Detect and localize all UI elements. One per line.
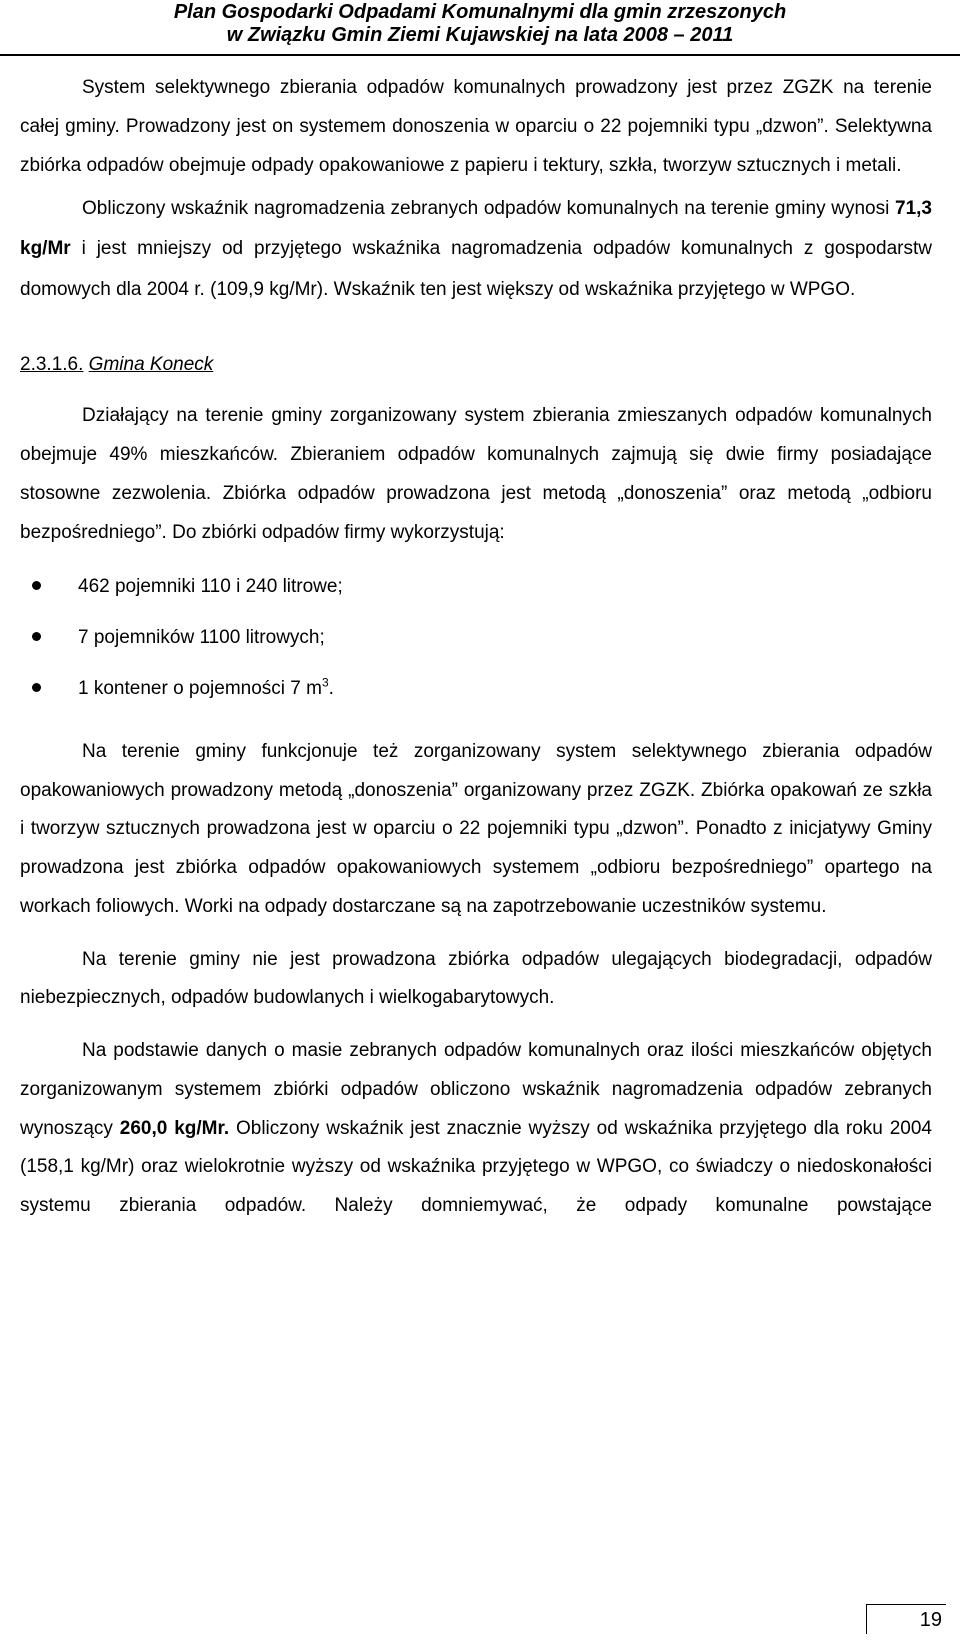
text-fragment: Obliczony wskaźnik nagromadzenia zebranych odpadów komunalnych na terenie gminy wynosi [82, 198, 896, 219]
bullet-icon [32, 632, 41, 641]
bullet-icon [32, 683, 41, 692]
paragraph-not-collected: Na terenie gminy nie jest prowadzona zbiórka odpadów ulegających biodegradacji, odpadów niebezpiecznych, odpadów budowlanych i wielkogabarytowych. [20, 948, 932, 1009]
running-header [0, 0, 960, 56]
paragraph-packaging-collection: Na terenie gminy funkcjonuje też zorganizowany system selektywnego zbierania odpadów opakowaniowych prowadzony metodą „donoszenia” organizowany przez ZGZK. Zbiórka opakowań ze szkła i tworzyw sztucznych prowadzona jest w oparciu o 22 pojemniki typu „dzwon”. Ponadto z inicjatywy Gminy prowadzona jest zbiórka odpadów opakowaniowych systemem „odbioru bezpośredniego” opartego na workach foliowych. Worki na odpady dostarczane są na zapotrzebowanie uczestników systemu. [20, 740, 932, 918]
list-item [20, 670, 932, 721]
section-title: Gmina Koneck [88, 353, 214, 375]
list-item-text: 462 pojemniki 110 i 240 litrowe; [78, 575, 343, 597]
list-item [20, 619, 932, 670]
section-number: 2.3.1.6. [20, 353, 84, 375]
list-item-text: 1 kontener o pojemności 7 m [78, 677, 322, 699]
text-fragment: Na podstawie danych o masie zebranych odpadów komunalnych oraz ilości mieszkańców objętych zorganizowanym systemem zbiórki odpadów obliczono wskaźnik nagromadzenia odpadów zebranych wynoszący [20, 1040, 932, 1139]
header-line-1: Plan Gospodarki Odpadami Komunalnymi dla gmin zrzeszonych [173, 1, 787, 23]
paragraph-mixed-waste-system: Działający na terenie gminy zorganizowany system zbierania zmieszanych odpadów komunalnych obejmuje 49% mieszkańców. Zbieraniem odpadów komunalnych zajmują się dwie firmy posiadające stosowne zezwolenia. Zbiórka odpadów prowadzona jest metodą „donoszenia” oraz metodą „odbioru bezpośredniego”. Do zbiórki odpadów firmy wykorzystują: [20, 404, 932, 543]
paragraph-calculated-index [20, 1032, 932, 1226]
list-item [20, 568, 932, 619]
paragraph-selective-collection: System selektywnego zbierania odpadów komunalnych prowadzony jest przez ZGZK na terenie całej gminy. Prowadzony jest on systemem donoszenia w oparciu o 22 pojemniki typu „dzwon”. Selektywna zbiórka odpadów obejmuje odpady opakowaniowe z papieru i tektury, szkła, tworzyw sztucznych i metali. [20, 77, 932, 176]
container-list [20, 568, 932, 721]
list-item-end: . [328, 677, 334, 699]
page-number: 19 [866, 1604, 946, 1634]
list-item-text: 7 pojemników 1100 litrowych; [78, 626, 325, 648]
superscript: 3 [321, 675, 329, 690]
bullet-icon [32, 581, 41, 590]
header-line-2: w Związku Gmin Ziemi Kujawskiej na lata 2008 – 2011 [226, 24, 734, 46]
text-fragment: Obliczony wskaźnik jest znacznie wyższy od wskaźnika przyjętego dla roku 2004 (158,1 kg/Mr) oraz wielokrotnie wyższy od wskaźnika przyjętego w WPGO, co świadczy o niedoskonałości systemu zbierania odpadów. Należy domniemywać, że odpady komunalne powstające [20, 1117, 932, 1217]
index-value: 71,3 kg/Mr [20, 198, 932, 260]
index-value: 260,0 kg/Mr. [119, 1117, 230, 1139]
page-body [20, 68, 932, 1226]
section-heading [20, 346, 932, 384]
text-fragment: i jest mniejszy od przyjętego wskaźnika nagromadzenia odpadów komunalnych z gospodarstw domowych dla 2004 r. (109,9 kg/Mr). Wskaźnik ten jest większy od wskaźnika przyjętego w WPGO. [20, 238, 932, 300]
paragraph-accumulation-index [20, 189, 932, 310]
